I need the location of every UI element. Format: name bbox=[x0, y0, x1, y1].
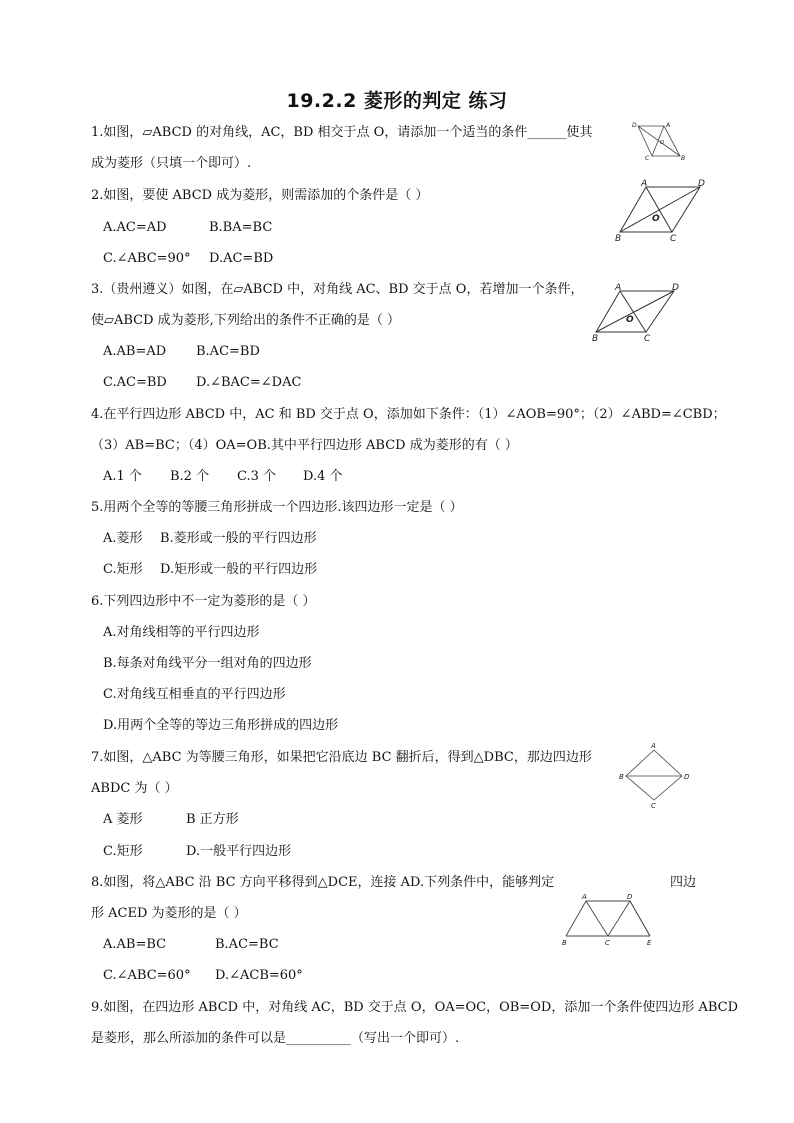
q1-line2: 成为菱形（只填一个即可）. bbox=[91, 156, 252, 171]
label-d: D bbox=[698, 179, 705, 189]
label-b: B bbox=[562, 939, 567, 947]
q7-rhombus-figure bbox=[616, 740, 696, 810]
q8-option-d: D.∠ACB=60° bbox=[215, 968, 303, 983]
label-d: D bbox=[627, 893, 633, 901]
q5-stem: 5.用两个全等的等腰三角形拼成一个四边形.该四边形一定是（ ） bbox=[91, 500, 463, 515]
q6-stem: 6.下列四边形中不一定为菱形的是（ ） bbox=[91, 594, 316, 609]
q9-line1: 9.如图，在四边形 ABCD 中，对角线 AC，BD 交于点 O，OA=OC，OB=OD，添加一个条件使四边形 ABCD bbox=[91, 1000, 738, 1015]
label-c: C bbox=[651, 802, 656, 810]
q6-option-c: C.对角线互相垂直的平行四边形 bbox=[103, 687, 286, 702]
label-a: A bbox=[615, 283, 622, 293]
label-a: A bbox=[666, 122, 671, 129]
q8-option-c: C.∠ABC=60° bbox=[103, 968, 191, 983]
q7-option-c: C.矩形 bbox=[103, 844, 143, 859]
label-c: C bbox=[670, 234, 677, 244]
q3-option-a: A.AB=AD bbox=[103, 344, 167, 359]
q7-option-d: D.一般平行四边形 bbox=[186, 844, 292, 859]
q5-option-b: B.菱形或一般的平行四边形 bbox=[160, 531, 317, 546]
q6-option-b: B.每条对角线平分一组对角的四边形 bbox=[103, 656, 312, 671]
q3-parallelogram-figure bbox=[588, 280, 688, 346]
q8-option-a: A.AB=BC bbox=[103, 937, 167, 952]
page-title: 19.2.2 菱形的判定 练习 bbox=[286, 90, 508, 112]
q5-option-a: A.菱形 bbox=[103, 531, 143, 546]
q4-option-b: B.2 个 bbox=[170, 469, 210, 484]
q2-option-d: D.AC=BD bbox=[209, 251, 274, 266]
q2-option-c: C.∠ABC=90° bbox=[103, 251, 191, 266]
q8-option-b: B.AC=BC bbox=[215, 937, 279, 952]
q8-line2: 形 ACED 为菱形的是（ ） bbox=[91, 906, 247, 921]
label-d: D bbox=[684, 773, 690, 781]
q7-option-a: A 菱形 bbox=[103, 812, 143, 827]
q3-line2: 使▱ABCD 成为菱形,下列给出的条件不正确的是（ ） bbox=[91, 313, 400, 328]
label-d: D bbox=[632, 122, 637, 129]
q3-line1: 3.（贵州遵义）如图，在▱ABCD 中，对角线 AC、BD 交于点 O，若增加一个条件， bbox=[91, 282, 584, 297]
q5-option-c: C.矩形 bbox=[103, 562, 143, 577]
label-c: C bbox=[645, 155, 650, 162]
q6-option-a: A.对角线相等的平行四边形 bbox=[103, 625, 260, 640]
label-b: B bbox=[619, 773, 624, 781]
q5-option-d: D.矩形或一般的平行四边形 bbox=[160, 562, 318, 577]
q2-stem: 2.如图，要使 ABCD 成为菱形，则需添加的个条件是（ ） bbox=[91, 188, 429, 203]
label-a: A bbox=[582, 893, 587, 901]
label-b: B bbox=[681, 155, 686, 162]
q4-option-d: D.4 个 bbox=[303, 469, 343, 484]
q6-option-d: D.用两个全等的等边三角形拼成的四边形 bbox=[103, 718, 339, 733]
label-a: A bbox=[641, 179, 648, 189]
q3-option-b: B.AC=BD bbox=[196, 344, 260, 359]
label-d: D bbox=[672, 283, 679, 293]
label-c: C bbox=[644, 334, 651, 344]
q7-line2: ABDC 为（ ） bbox=[91, 781, 178, 796]
label-b: B bbox=[592, 334, 599, 344]
q2-option-a: A.AC=AD bbox=[103, 220, 167, 235]
q7-line1: 7.如图，△ABC 为等腰三角形，如果把它沿底边 BC 翻折后，得到△DBC，那边四边形 bbox=[91, 750, 592, 765]
q3-option-c: C.AC=BD bbox=[103, 375, 167, 390]
label-b: B bbox=[615, 234, 622, 244]
q8-line1: 8.如图，将△ABC 沿 BC 方向平移得到△DCE，连接 AD.下列条件中，能够判定 bbox=[91, 875, 555, 890]
label-e: E bbox=[647, 939, 652, 947]
q4-line1: 4.在平行四边形 ABCD 中，AC 和 BD 交于点 O，添加如下条件：（1）∠AOB=90°；（2）∠ABD=∠CBD； bbox=[91, 407, 726, 422]
label-o: O bbox=[652, 214, 660, 224]
q8-translated-triangles-figure bbox=[560, 890, 660, 948]
q2-option-b: B.BA=BC bbox=[209, 220, 273, 235]
q1-line1: 1.如图，▱ABCD 的对角线，AC，BD 相交于点 O，请添加一个适当的条件______使其 bbox=[91, 125, 593, 140]
q1-parallelogram-figure bbox=[630, 118, 686, 162]
q8-line1-end: 四边 bbox=[670, 875, 697, 890]
label-a: A bbox=[651, 742, 656, 750]
q9-line2: 是菱形，那么所添加的条件可以是__________（写出一个即可）. bbox=[91, 1031, 460, 1046]
q3-option-d: D.∠BAC=∠DAC bbox=[196, 375, 302, 390]
q4-line2: （3）AB=BC；（4）OA=OB.其中平行四边形 ABCD 成为菱形的有（ ） bbox=[91, 438, 518, 453]
label-c: C bbox=[605, 939, 610, 947]
q4-option-c: C.3 个 bbox=[237, 469, 277, 484]
q2-parallelogram-figure bbox=[612, 178, 712, 244]
q7-option-b: B 正方形 bbox=[186, 812, 239, 827]
label-o: O bbox=[626, 315, 634, 325]
q4-option-a: A.1 个 bbox=[103, 469, 142, 484]
label-o: O bbox=[660, 140, 664, 146]
